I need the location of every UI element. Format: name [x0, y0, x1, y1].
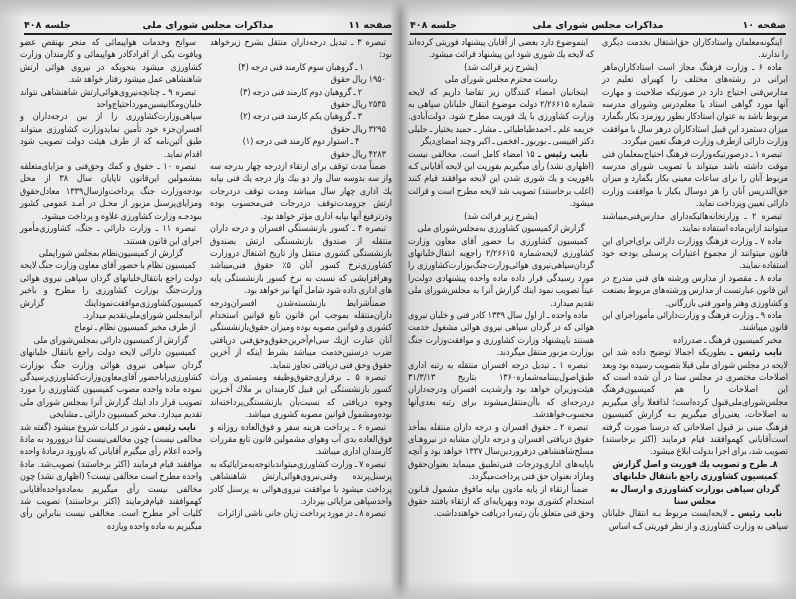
section-heading [602, 459, 788, 509]
paragraph-text: ریاست محترم مجلس شورای ملی [444, 75, 558, 86]
running-title: مذاکرات مجلس شورای ملی [142, 20, 274, 31]
paragraph [602, 37, 788, 62]
paragraph [408, 236, 594, 310]
paragraph [210, 74, 392, 86]
paragraph [210, 508, 392, 520]
paragraph-text: تبصره ۱ ـ تبدیل درجه افسران منتقله به رتبه اداری طبق‌اصول‌بیننامه‌شماره۱۳۶۰ بتاریخ ۳۱/۳/۱۳ هیئت‌وزیران خواهد بود وارشدیت افسران ودرجه‌داران دردرجه‌ای که باآن‌منتقل‌میشوند برای رتبه بعدی‌آنها محسوب‌خواهدشد. [408, 360, 594, 421]
paragraph-text: تبصره ۴ ـ کسور بازنشستگی افسران و درجه داران منتقله از صندوق بازنشستگی ارتش بصندوق بازنشستگی کشوری منتقل واز تاریخ اشتغال دروزارت کشاورزی‌نرخ کسور آنان ۵٪ حقوق فنی‌میباشد وهرافزایشی که نسبت به نرخ کسور بازنشستگی پایه های اداری داده شود شامل آنها نیز خواهد بود. [210, 224, 392, 297]
paragraph-text: تبصره ۸ ـ در مورد پرداخت زیان جانی ناشی ازاثرات [217, 509, 386, 520]
paragraph-text: سوانح وخدمات هواپیمائی که منجر بهنقص عضو ویافوت یکی از افرادکادر هواپیمائی و کارمندان وزارت کشاورزی میشود بنحویکه در نیروی هوائی ارتش شاهنشاهی عمل میشود رفتار خواهد شد. [20, 38, 202, 86]
paragraph-text: بطوریکه اجمالا توضیح داده شد این لایحه در مجلس شورای ملی قبلا بتصویب رسیده بود وبعد اصلاحات مختصری در مجلس سنا در آن شده است که این اصلاحات را هم کمیسیون‌فرهنگ مجلس‌شورای‌ملی‌قبول کرده‌است؛ لذافعلا رأی میگیریم به اصلاحات، یعنی‌رأی میگیریم بـه گزارش کمیسیون فرهنگ مبنی بر قبول اصلاحاتی که درسنا صورت گرفته است‌آقایانی کهموافقند قیام فرمایند (اکثر برخاستند) تصویب شد، برای اجرا بدولت ابلاغ میشود. [602, 348, 788, 458]
paragraph-text: شور در کلیات شروع میشود (گفته شد مخالفی نیست) چون مخالفی‌نیست لذا دروورود به مادهٔ واحده اعلام رأی میگیرم آقایانی که باورود درمادهٔ واحده موافقند قیام فرمایند (اکثر برخاستند) تصویب‌شد. مادهٔ واحده مطرح است مخالفی نیست؟ (اظهاری نشد) چون مخالفی نیست رأی میگیریم به‌ماده‌واحده‌آقایانی کهموافقند قیام‌فرمایند (اکثر برخاستند) تصویب شد کلیات آخر مطرح است. مخالفی نیست بنابراین رأی میگیریم به ماده واحده وپازده [20, 422, 202, 532]
paragraph [408, 310, 594, 360]
paragraph-text: گزارش از کمیسیون دارائی بمجلس‌شورای ملی [33, 335, 189, 346]
right-page-column-left [408, 37, 594, 521]
paragraph-text: ۳ ـ گروهبان یکم کارمند فنی درجه (۲) [240, 112, 362, 123]
paragraph-text: تبصره ۶ ـ پرداخت هزینه سفر و فوق‌العاده روزانه و فوق‌العاده بدی آب وهوای مشمولین قانون تابع مقررات کارمندان اداری میباشد. [210, 422, 392, 458]
centered-line [408, 211, 594, 223]
centered-line [210, 87, 392, 99]
session-number: جلسه ۴۰۸ [410, 20, 457, 31]
paragraph [20, 347, 202, 421]
paragraph-text: ۴ ـ استوار دوم کارمند فنی درجه (۱) [242, 137, 360, 148]
paragraph-text: تبصره ۱۱ ـ وزارت دارائی ـ جنگ، کشاورزی‌مأمور اجرای این قانون هستند. [20, 224, 202, 247]
centered-line [408, 62, 594, 74]
left-page-column-left [20, 37, 202, 533]
right-page-column-right [602, 37, 788, 533]
paragraph-text: ضمناً‌شرایط بازنشسته‌شدن افسران‌ودرجه داران‌منتقله بموجب این قانون تابع قوانین استخدام کشوری و قوانین مصوبه بوده ومیزان حقوق‌بازنشستگی آنان عبارت ازیك سی‌ام‌آخرین‌حقوق‌وحق‌فنی دریافتی ضرب درسنین‌خدمت میباشد بشرط اینکه از آخرین حقوق وحق فنی دریافتی تجاوز ننماید. [210, 298, 392, 371]
paragraph-text: کمیسیون کشاورزی بـا حضور آقای معاون وزارت کشاورزی لایحه‌شماره ۲/۲۶۶۱۵ راجع‌به انتقال‌خلبانهای گردان‌سپاهی‌نیروی هوائی‌وزارت‌جنگ‌بوزارت‌کشاورزی را مورد رسیدگی قرار داده ماده واحده پیشنهادی دولت‌را عیناً تصویب نمود اینك گزارش آنرا به مجلس‌شورای ملی تقدیم میدارد. [408, 236, 594, 309]
paragraph-text: گزارش ازکمیسیون کشاورزی به‌مجلس‌شورای ملی [417, 224, 585, 235]
page-number: صفحه ۱۱ [348, 20, 392, 31]
paragraph [408, 484, 594, 521]
paragraph-text: ۱۹۵۰ ریال حقوق [330, 75, 386, 86]
paragraph [210, 149, 392, 161]
paragraph [210, 422, 392, 459]
paragraph-text: کمیسیون نظام با حضور آقای معاون وزارت جنگ لایحه دولت راجع بانتقال‌خلبانهای گردان سپاهی نیروی هوائی وزارت‌جنگ بوزارت کشاورزی را مطرح و باخبر کمیسیون‌کشاورزی‌موافقت‌نمود‌اینك گزارش آنرا‌بمجلس شورای‌ملی‌تقدیم میدارد. [20, 261, 202, 321]
left-page-column-right [210, 37, 392, 521]
paragraph-text: اینجانبان امضاء کنندگان زیر تقاضا داریم که لایحه شماره ۲/۲۶۶۱۵ دولت موضوع انتقال خلبانان سپاهی به وزارت کشاورزی با یك فوریت مطرح شود. دولت‌آبادی. خزیمه علم ـ احمدطباطبائی ـ مشار ـ حمید بختیار ـ جلیلی دکتر اقبیسی ـ بوربور ـ افخمی ـ اکبر وچند امضای‌دیگر [408, 87, 594, 148]
paragraph [210, 37, 392, 62]
paragraph-text: اینموضوع دارد بعضی از آقایان پیشنهاد فوریتی کرده‌اند که لایحه یك شوری شود این پیشنهاد قرائت میشود. [408, 38, 594, 61]
paragraph [602, 347, 788, 459]
paragraph [602, 273, 788, 310]
paragraph-text: ضمناً مدت توقف برای ارتقاء ازدرجه چهار بدرجه سه واز سه بدوسه سال واز دو بیك واز درجه یك فنی بپایه یك اداری چهار سال میباشد ومدت توقف دردرجات ارتش جزومدت‌توقف دردرجات فنی‌محسوب بوده ودرترفیع آنها بپایه اداری مؤثر خواهد بود. [210, 162, 392, 222]
paragraph [602, 508, 788, 533]
speaker-label: نایب رئیس ـ [731, 509, 782, 520]
session-number: جلسه ۴۰۸ [24, 20, 71, 31]
paragraph-text: ۱۵ امضاء کامل است. مخالفی نیست (اظهاری نشد) رأی میگیریم بفوریت این لایحه آقایانی کـه بافوریت و یك شوری شدن این لایحه موافقند قیام کنند (اغلب برخاستند) تصویب شد لایحه مطرح است و قرائت میشود. [408, 149, 594, 210]
paragraph-text: ۱ ـ گروهبان سوم کارمند فنی درجه (۴) [238, 62, 364, 73]
paragraph [20, 87, 202, 161]
paragraph-text: ضمناً ارتقاء از پایه مادون بپایه مافوق مشمول قـانون استخدام کشوری بوده وبهرپایه‌ای که ارتقاء یافتند حقوق وحق فنی متعلق بآن رتبه‌را دریافت خواهندداشت. [408, 484, 594, 520]
scan-shadow-top [0, 0, 796, 18]
paragraph [20, 322, 202, 334]
paragraph [210, 298, 392, 372]
centered-line [210, 62, 392, 74]
paragraph-text: تبصره ۳ ـ تبدیل درجه‌داران منتقل بشرح زیرخواهد بود: [210, 38, 392, 61]
paragraph [210, 372, 392, 422]
paragraph-text: ماده ۶ ـ وزارت فرهنگ مجاز است استادکاران‌ماهر ایرانی در رشته‌های مختلف را کهبرای تعلیم در مدارس‌فنی احتیاج دارد در صورتیکه صلاحیت و مهارت آنها مورد گواهی استاد یا معلم‌درس وشورای مدرسه مربوط باشد به عنوان استادکار بطور روزمزد بکار بگمارد میزان دستمزد این قبیل استادکاران درهر سال با موافقت وزارت دارائی ازطرف وزارت فرهنگ تعیین میگردد. [602, 62, 788, 148]
paragraph-text: مخبر کمیسیون فرهنگ ـ صدرزاده [673, 335, 782, 346]
paragraph [602, 310, 788, 335]
paragraph [408, 87, 594, 149]
paragraph-text: تبصره ۷ ـ وزارت کشاورزی‌میتواند‌باتوجه‌به‌مزایائیکه به پرسنل‌پرنده وفنی‌نیروی‌هوائی‌ارتش شاهنشاهی پرداخت میشود با موافقت نیروی‌هوائی به پرسنل کادر واحدسپاهی مزایائی بپردازد. [210, 459, 392, 508]
paragraph-text: تبصره ۲ ـ وزارتخانه‌هائیکه‌دارای مدارس‌فنی‌میباشند میتوانند ازاین‌ماده استفاده نمایند. [602, 211, 788, 235]
paragraph [20, 422, 202, 534]
paragraph-text: ماده ۷ ـ وزارت فرهنگ ووزارت دارائی برای‌اجرای این قانون میتوانند از مجموع اعتبارات پرسنلی بودجه خود استفاده نمایند. [602, 236, 788, 272]
paragraph [602, 149, 788, 211]
centered-line [210, 111, 392, 123]
speaker-label: نایب رئیس ـ [730, 348, 782, 359]
paragraph [408, 37, 594, 62]
paragraph-text: (بشرح زیر قرائت شد) [464, 62, 538, 73]
running-title: مذاکرات مجلس شورای ملی [532, 20, 664, 31]
paragraph-text: ۲ ـ گروهبان دوم کارمند فنی درجه (۳) [239, 87, 363, 98]
paragraph [20, 37, 202, 87]
paragraph-text: تبصره ۵ ـ برقراری‌حقوق‌وظیفه ومستمری وراث کسور بازنشستگی این قبیل کارمندان بر ملاك آخـرین وجوه دریافتی که نسبت‌بآن بازنشستگی‌پرداخته‌اند بوده‌ومشمول قوانین مصوبه کشوری میباشد. [210, 372, 392, 421]
paragraph [602, 211, 788, 236]
paragraph-text: ماده ۸ ـ مقصود از مدارس ورشته های فنی مندرج در این قانون عبارتست از مدارس ورشته‌های مربوط بصنعت و کشاورزی وهنر وامور فنی بازرگانی. [602, 273, 788, 309]
paragraph-text: تبصره ۹ ـ چنانچه‌نیروی‌هوائی‌ارتش شاهنشاهی نتواند خلبان‌ومکانیسین‌مورداحتیاج‌واحد سپاهی‌وزارت‌کشاورزی را از بین درجه‌داران و افسران‌جزء خود تأمین نمایدوزارت کشاورزی میتواند طبق آئین‌نامه که از طرف هیئت دولت تصویب شود اقدام نماید. [20, 87, 202, 160]
paragraph [408, 149, 594, 211]
paragraph-text: ۲۵۳۵ ریال حقوق [330, 100, 386, 111]
paragraph [602, 335, 788, 347]
paragraph-text: تبصره ۱ ـ درصورتیکه‌وزارت فرهنگ احتیاج‌بمعلمان فنی موقت داشته باشد میتواند با تصویب شورای مدرسه مربوط آنان را برای ساعات معینی بکار بگمارد و میزان حق‌التدریس آنان را هر دوسال یکبار با موافقت وزارت دارائی تعیین وپرداخت نماید. [602, 149, 788, 210]
paragraph [20, 260, 202, 322]
paragraph [602, 62, 788, 149]
paragraph-text: ۸ـ طرح و تصویب یك فوریت و اصل گزارش کمیسیون کشاورزی راجع بانتقال خلبانهای گردان سپاهی بوزارت کشاورزی و ارسال به مجلس سنا [610, 459, 780, 508]
paragraph-text: از طرف مخبر کمیسیون نظام ـ توماج [74, 323, 196, 334]
paragraph [210, 459, 392, 509]
paragraph [20, 161, 202, 223]
centered-line [20, 248, 202, 260]
paragraph [210, 223, 392, 297]
paragraph-text: اینگونه‌معلمان واستادکاران حق‌اشتغال بخدمت دیگری را ندارند. [602, 38, 788, 61]
right-page-header [410, 18, 786, 35]
paragraph-text: ۴۲۸۳ ریال حقوق [330, 149, 386, 160]
scan-shadow-bottom [0, 580, 796, 599]
centered-line [210, 136, 392, 148]
paragraph-text: (بشرح زیر قرائت شد) [464, 211, 538, 222]
left-page-header [24, 18, 392, 35]
paragraph-text: تبصره ۲ ـ حقوق افسران و درجه داران منتقله بمأخذ حقوق دریافتی افسران و درجه داران مشابه در نیروهـای مسلح‌شاهنشاهی درفروردین‌سال ۱۳۳۷ خواهد بود و آنچه باپایه‌های اداری‌ودرجات فنی‌تطبیق مینماید بعنوان‌حقوق ومازاد بعنوان حق فنی پرداخت‌میگردد. [408, 422, 594, 483]
paragraph [602, 236, 788, 273]
paragraph-text: ۳۲۹۵ ریال حقوق [330, 124, 386, 135]
paragraph-text: کمیسیون دارائی لایحه دولت راجع بانتقال خلبانهای گردان سپاهی نیروی هوائی وزارت جنگ بوزارت کشاورزی‌راباحضور آقای‌معاون‌وزارت‌کشاورزی‌رسیدگی نموده ماده واحده مصوب کمیسیون کشاورزی را مورد تصویب قرار داد اینك گزارش آنرا بمجلس شورای ملی تقدیم میدارد. مخبر کمیسیون دارائی ـ مشایخی [20, 348, 202, 421]
centered-line [408, 223, 594, 235]
paragraph [20, 223, 202, 248]
paragraph-text: ماده ۹ ـ وزارت فرهنگ و وزارت‌دارائی مأموراجرای این قانون میباشند. [602, 310, 788, 334]
paragraph [210, 99, 392, 111]
paragraph-text: ماده واحده ـ از اول سال ۱۳۳۹ کادر فنی و خلبان نیروی هوائی که در گردان سپاهی نیروی هوائی مشغول خدمت هستند باپیشنهاد وزارت کشاورزی و موافقت‌وزارت جنگ بوزارت مزبور منتقل میگردند. [408, 310, 594, 359]
paragraph-text: تبصره ۱۰ ـ حقوق و کمك وحق‌فنی و مزایای‌متعلقه بمشمولین این‌قانون تاپایان سال ۳۸ از محل بودجه‌وزارت جنگ پرداخت‌وازسال۱۳۳۹ معادل‌حقوق ومزایای‌پرسنل مزبور از محـل در آمـد عمومی کشور ببودجـه وزارت کشاورزی علاوه و پرداخت میشود. [20, 162, 202, 222]
speaker-label: نایب رئیس ـ [148, 422, 196, 433]
paragraph [210, 124, 392, 136]
paragraph-text: لایحه‌ایست مربوط بـه انتقال خلبانان سپاهی به وزارت کشاورزی و از نظر فوریتی کـه اساس [602, 509, 788, 532]
centered-line [408, 74, 594, 86]
paragraph [210, 161, 392, 223]
paragraph-text: گزارش از کمیسیون‌نظام بمجلس شورایملی [38, 248, 184, 259]
centered-line [20, 335, 202, 347]
speaker-label: نایب رئیس ـ [537, 149, 588, 160]
page-number: صفحه ۱۰ [742, 20, 786, 31]
paragraph [408, 422, 594, 484]
paragraph [408, 360, 594, 422]
